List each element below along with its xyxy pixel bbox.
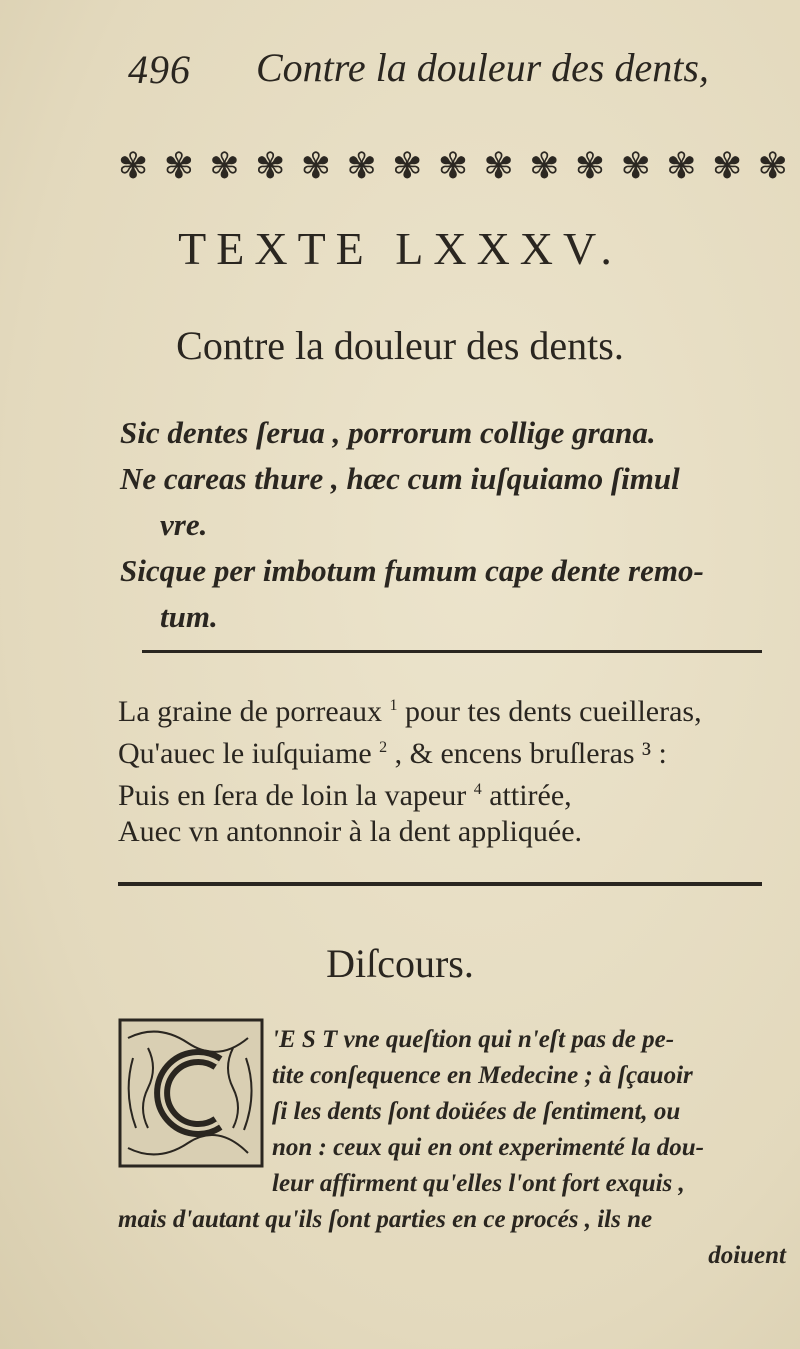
page-number: 496 — [128, 47, 191, 92]
fleuron-icon: ✾ — [483, 145, 514, 187]
french-line: Puis en ſera de loin la vapeur $^4$ attirée, — [118, 779, 572, 812]
latin-line: Ne careas thure , hæc cum iuſquiamo ſimul — [120, 461, 680, 496]
french-line: Qu'auec le iuſquiame $^2$ , & encens bruſleras ³ : — [118, 737, 667, 770]
fleuron-icon: ✾ — [666, 145, 697, 187]
fleuron-icon: ✾ — [300, 145, 331, 187]
body-line: non : ceux qui en ont experimenté la dou- — [272, 1134, 704, 1161]
running-title: Contre la douleur des dents, — [256, 45, 709, 90]
body-line: leur affirment qu'elles l'ont fort exquis , — [272, 1170, 685, 1197]
latin-line: Sicque per imbotum fumum cape dente remo- — [120, 553, 704, 588]
body-line: 'E S T vne queſtion qui n'eſt pas de pe- — [272, 1026, 675, 1053]
fleuron-icon: ✾ — [392, 145, 423, 187]
body-line: mais d'autant qu'ils ſont parties en ce procés , ils ne — [118, 1206, 653, 1233]
discours-body — [118, 1022, 798, 1274]
latin-verse — [120, 410, 800, 640]
fleuron-icon: ✾ — [255, 145, 286, 187]
body-line: ſi les dents ſont doüées de ſentiment, ou — [272, 1098, 681, 1125]
fleuron-icon: ✾ — [209, 145, 240, 187]
ornamental-band — [118, 142, 788, 190]
french-line: Auec vn antonnoir à la dent appliquée. — [118, 815, 583, 848]
horizontal-rule — [142, 650, 762, 653]
section-subtitle: Contre la douleur des dents. — [176, 323, 624, 368]
running-head — [128, 38, 748, 98]
fleuron-icon: ✾ — [574, 145, 606, 187]
fleuron-icon: ✾ — [529, 145, 560, 187]
latin-line: Sic dentes ſerua , porrorum collige grana. — [120, 415, 656, 450]
section-title: TEXTE LXXXV. — [178, 223, 622, 274]
fleuron-icon: ✾ — [118, 145, 149, 187]
french-line: La graine de porreaux $^1$ pour tes dents cueilleras, — [118, 695, 702, 728]
latin-line: vre. — [160, 507, 208, 542]
fleuron-icon: ✾ — [711, 145, 743, 187]
french-verse — [118, 688, 788, 850]
fleuron-icon: ✾ — [620, 145, 651, 187]
discours-heading: Diſcours. — [326, 941, 474, 986]
fleuron-icon: ✾ — [437, 145, 468, 187]
horizontal-rule — [118, 882, 762, 886]
body-line: tite conſequence en Medecine ; à ſçauoir — [272, 1062, 693, 1089]
catchword: doiuent — [708, 1242, 786, 1269]
latin-line: tum. — [160, 599, 218, 634]
fleuron-icon: ✾ — [346, 145, 377, 187]
fleuron-icon: ✾ — [757, 145, 788, 187]
fleuron-icon: ✾ — [163, 145, 194, 187]
